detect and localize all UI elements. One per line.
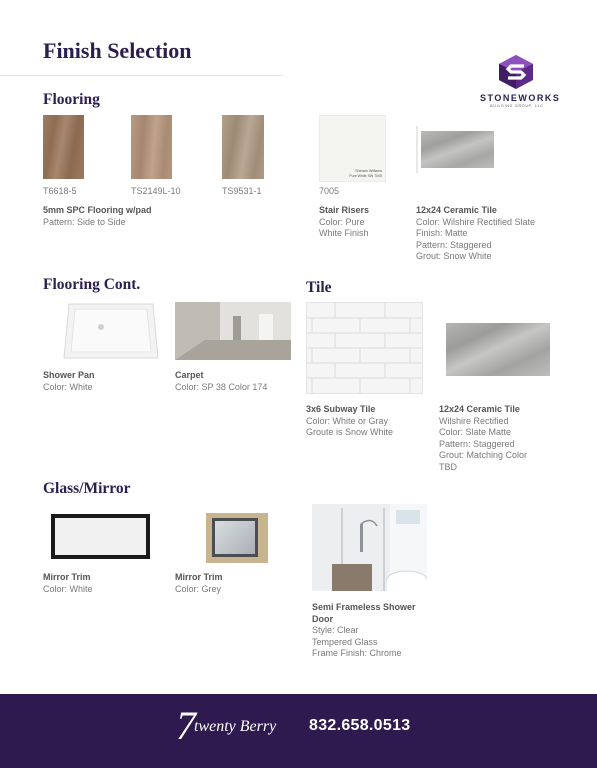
flooring-code: TS9531-1 [222, 186, 262, 196]
stair-risers-line: White Finish [319, 228, 369, 238]
page-title: Finish Selection [43, 38, 192, 63]
phone-number: 832.658.0513 [309, 717, 411, 734]
ceramic-tile-line: Pattern: Staggered [439, 438, 515, 449]
logo-subtitle: BUILDING GROUP, LLC [490, 104, 544, 108]
title-divider [0, 75, 283, 76]
subway-tile-line: Groute is Snow White [306, 427, 394, 437]
flooring-swatch-t6618 [43, 115, 84, 179]
ceramic-tile-line: Pattern: Staggered [416, 239, 492, 250]
section-heading-glass-mirror: Glass/Mirror [43, 480, 131, 497]
ceramic-tile-line: Color: Wilshire Rectified Slate [416, 216, 536, 227]
subway-tile-image [306, 302, 423, 394]
mirror-grey-image [206, 513, 268, 563]
carpet-line: Color: SP 38 Color 174 [175, 381, 268, 392]
slate-ceramic-tile-swatch [446, 323, 550, 376]
spc-flooring-title: 5mm SPC Flooring w/pad [43, 205, 152, 215]
ceramic-tile-line: TBD [439, 461, 457, 472]
swatch-color-label: Pure White SW 7005 [349, 173, 382, 178]
shower-pan-image [63, 302, 159, 362]
shower-door-line: Style: Clear [312, 625, 359, 635]
shower-door-line: Frame Finish: Chrome [312, 648, 402, 658]
flooring-code: T6618-5 [43, 186, 77, 196]
mirror-white-image [51, 514, 150, 559]
stair-riser-paint-swatch [319, 115, 386, 182]
ceramic-tile-line: Finish: Matte [416, 228, 468, 238]
risers-code: 7005 [319, 186, 340, 196]
shower-door-image [312, 504, 427, 591]
ceramic-tile-title: 12x24 Ceramic Tile [439, 404, 520, 414]
shower-door-title: Door [312, 613, 333, 624]
mirror-trim-title: Mirror Trim [175, 572, 223, 582]
stair-risers-title: Stair Risers [319, 205, 370, 215]
flooring-swatch-ts9531 [222, 115, 264, 179]
spc-flooring-line: Pattern: Side to Side [43, 216, 126, 227]
carpet-title: Carpet [175, 370, 204, 380]
footer-bar [0, 694, 597, 768]
brand-script: twenty Berry [194, 718, 277, 735]
ceramic-tile-title: 12x24 Ceramic Tile [416, 205, 497, 215]
mirror-trim-title: Mirror Trim [43, 572, 91, 582]
section-heading-flooring-cont: Flooring Cont. [43, 276, 141, 293]
stair-risers-line: Color: Pure [319, 216, 365, 227]
section-heading-tile: Tile [306, 279, 332, 296]
mirror-trim-line: Color: White [43, 583, 93, 594]
mirror-trim-line: Color: Grey [175, 583, 222, 594]
tile-divider [416, 126, 418, 173]
carpet-room-image [175, 302, 291, 360]
flooring-code: TS2149L-10 [131, 186, 181, 196]
ceramic-tile-line: Grout: Snow White [416, 251, 492, 261]
swatch-brand-label: Sherwin Williams [355, 169, 382, 173]
shower-door-line: Tempered Glass [312, 636, 378, 647]
ceramic-tile-line: Grout: Matching Color [439, 450, 528, 460]
ceramic-tile-line: Wilshire Rectified [439, 415, 509, 426]
subway-tile-line: Color: White or Gray [306, 415, 389, 426]
ceramic-tile-swatch [421, 131, 494, 168]
stoneworks-logo-icon [497, 54, 535, 90]
ceramic-tile-line: Color: Slate Matte [439, 427, 512, 437]
brand-number: 7 [176, 703, 196, 748]
shower-door-title: Semi Frameless Shower [312, 602, 416, 612]
shower-pan-line: Color: White [43, 381, 93, 392]
shower-pan-title: Shower Pan [43, 370, 95, 380]
subway-tile-title: 3x6 Subway Tile [306, 404, 376, 414]
section-heading-flooring: Flooring [43, 91, 100, 108]
logo-name: STONEWORKS [480, 93, 561, 103]
flooring-swatch-ts2149 [131, 115, 172, 179]
